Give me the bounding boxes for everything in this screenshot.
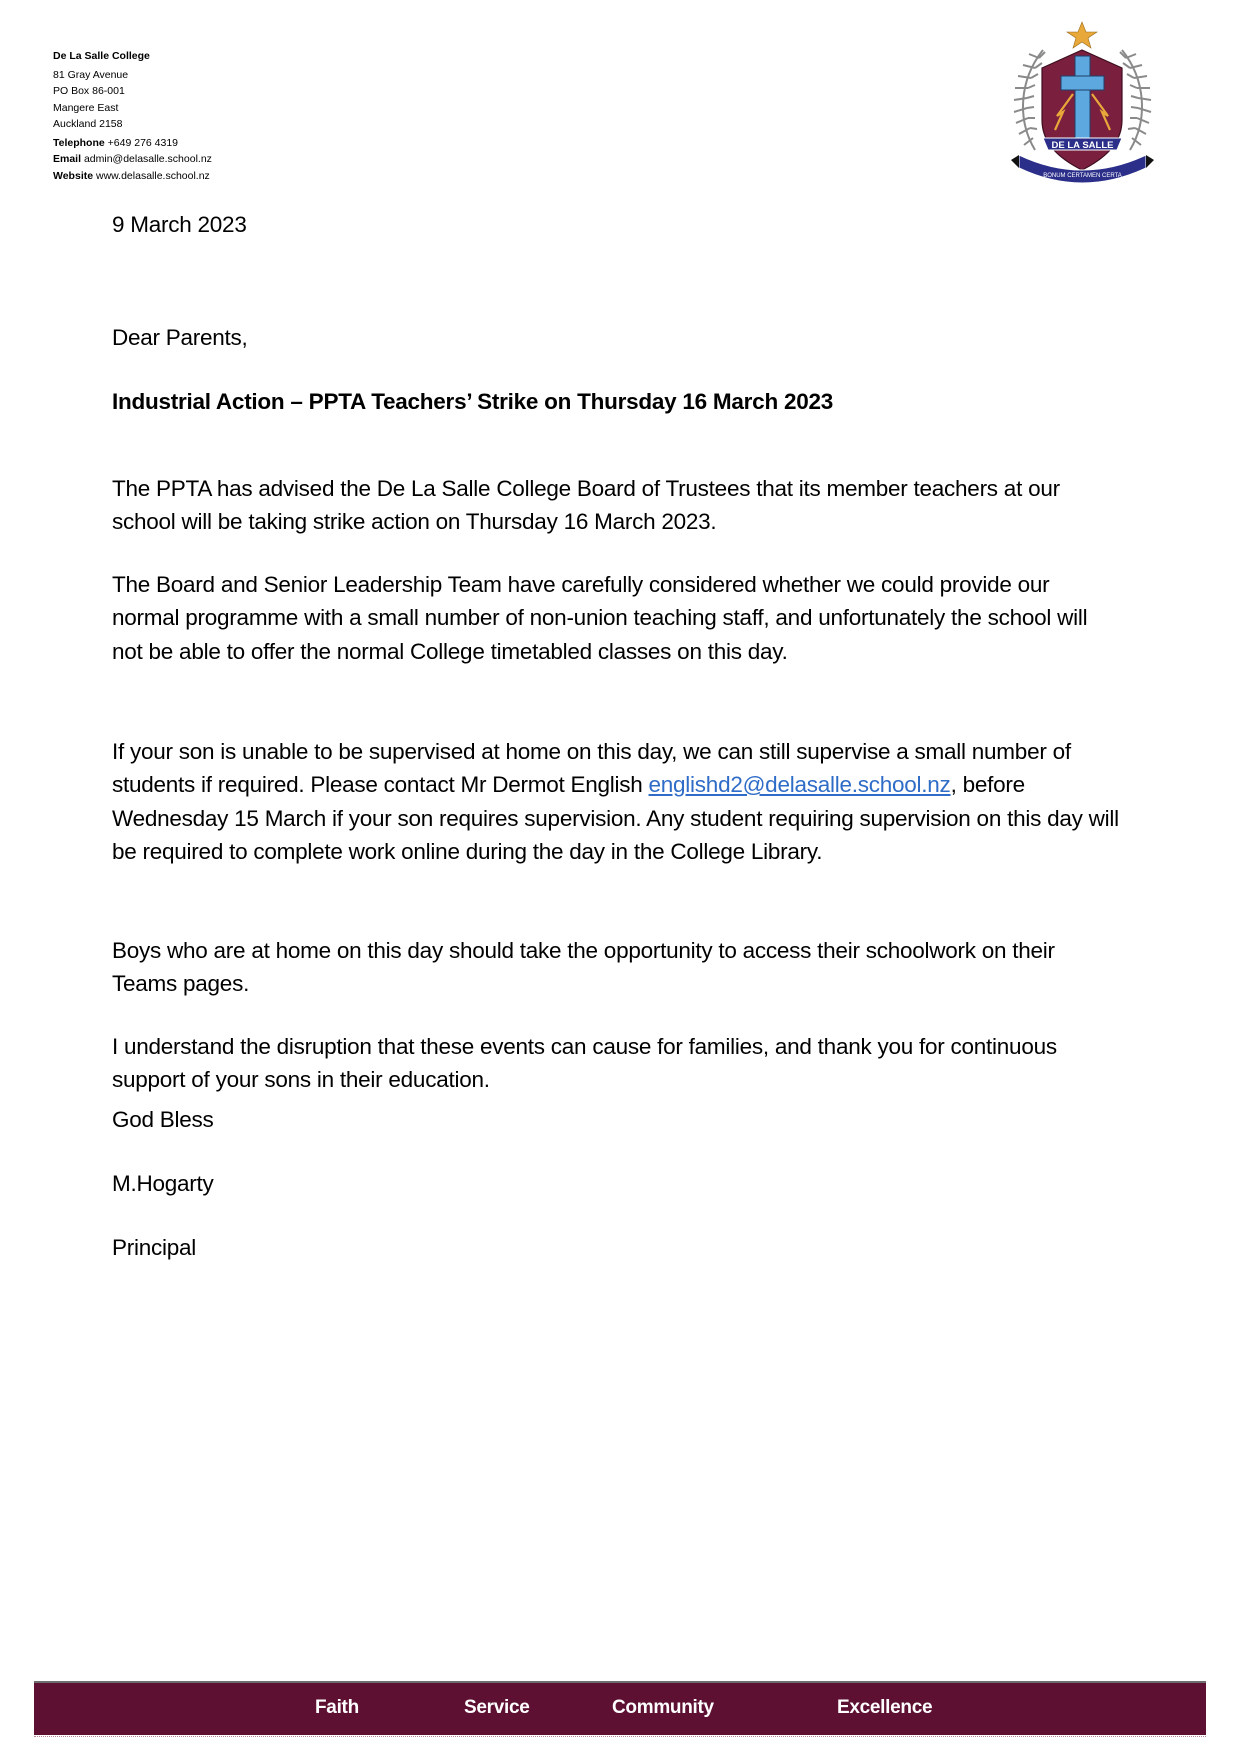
email-label: Email xyxy=(53,153,82,165)
address-line-1: 81 Gray Avenue xyxy=(53,68,129,81)
address-line-4: Auckland 2158 xyxy=(53,118,123,130)
paragraph-strike-notice: The PPTA has advised the De La Salle College Board of Trustees that its member teachers at our school will be taking strike action on Thursday 16 March 2023. xyxy=(112,475,1060,534)
address-line-3: Mangere East xyxy=(53,101,119,114)
supervision-text-after-link: , before Wednesday 15 March if your son requires supervision. Any student requiring supervision on this day will be required to complete work online during the day in the College Library. xyxy=(112,772,1119,864)
address-line-2: PO Box 86-001 xyxy=(53,85,125,97)
signatory-title: Principal xyxy=(112,1235,197,1260)
paragraph-classes-cancelled: The Board and Senior Leadership Team have carefully considered whether we could provide our normal programme with a small number of non-union teaching staff, and unfortunately the school will not be able to offer the normal College timetabled classes on this day. xyxy=(112,571,1088,664)
letterhead xyxy=(53,48,212,184)
footer-value-service: Service xyxy=(464,1697,530,1718)
email-line xyxy=(53,151,212,168)
crest-icon xyxy=(1005,20,1160,195)
org-name: De La Salle College xyxy=(53,50,150,62)
college-crest-logo xyxy=(1005,20,1160,195)
closing: God Bless xyxy=(112,1107,214,1132)
footer-value-faith: Faith xyxy=(315,1697,359,1718)
website-line xyxy=(53,168,212,185)
telephone-line xyxy=(53,135,212,152)
letter-date: 9 March 2023 xyxy=(112,212,247,237)
website-value: www.delasalle.school.nz xyxy=(96,169,210,182)
signature: M.Hogarty xyxy=(112,1171,214,1196)
footer-value-community: Community xyxy=(612,1697,714,1718)
telephone-label: Telephone xyxy=(53,136,105,149)
letter-subject: Industrial Action – PPTA Teachers’ Strike on Thursday 16 March 2023 xyxy=(112,389,833,414)
footer-values-bar xyxy=(34,1681,1206,1735)
supervision-text-before-link: If your son is unable to be supervised at home on this day, we can still supervise a small number of students if required. Please contact Mr Dermot English xyxy=(112,738,1071,797)
email-value: admin@delasalle.school.nz xyxy=(83,153,212,165)
footer-value-excellence: Excellence xyxy=(837,1697,933,1718)
paragraph-supervision xyxy=(112,735,1122,869)
telephone-value: +649 276 4319 xyxy=(107,136,179,149)
website-label: Website xyxy=(53,169,94,182)
paragraph-schoolwork: Boys who are at home on this day should take the opportunity to access their schoolwork on their Teams pages. xyxy=(112,937,1055,996)
crest-motto: BONUM CERTAMEN CERTA xyxy=(1043,173,1122,179)
crest-banner-text: DE LA SALLE xyxy=(1051,140,1114,151)
paragraph-thanks: I understand the disruption that these events can cause for families, and thank you for continuous support of your sons in their education. xyxy=(112,1033,1057,1092)
contact-email-link[interactable]: englishd2@delasalle.school.nz xyxy=(648,772,951,797)
salutation: Dear Parents, xyxy=(112,325,248,350)
